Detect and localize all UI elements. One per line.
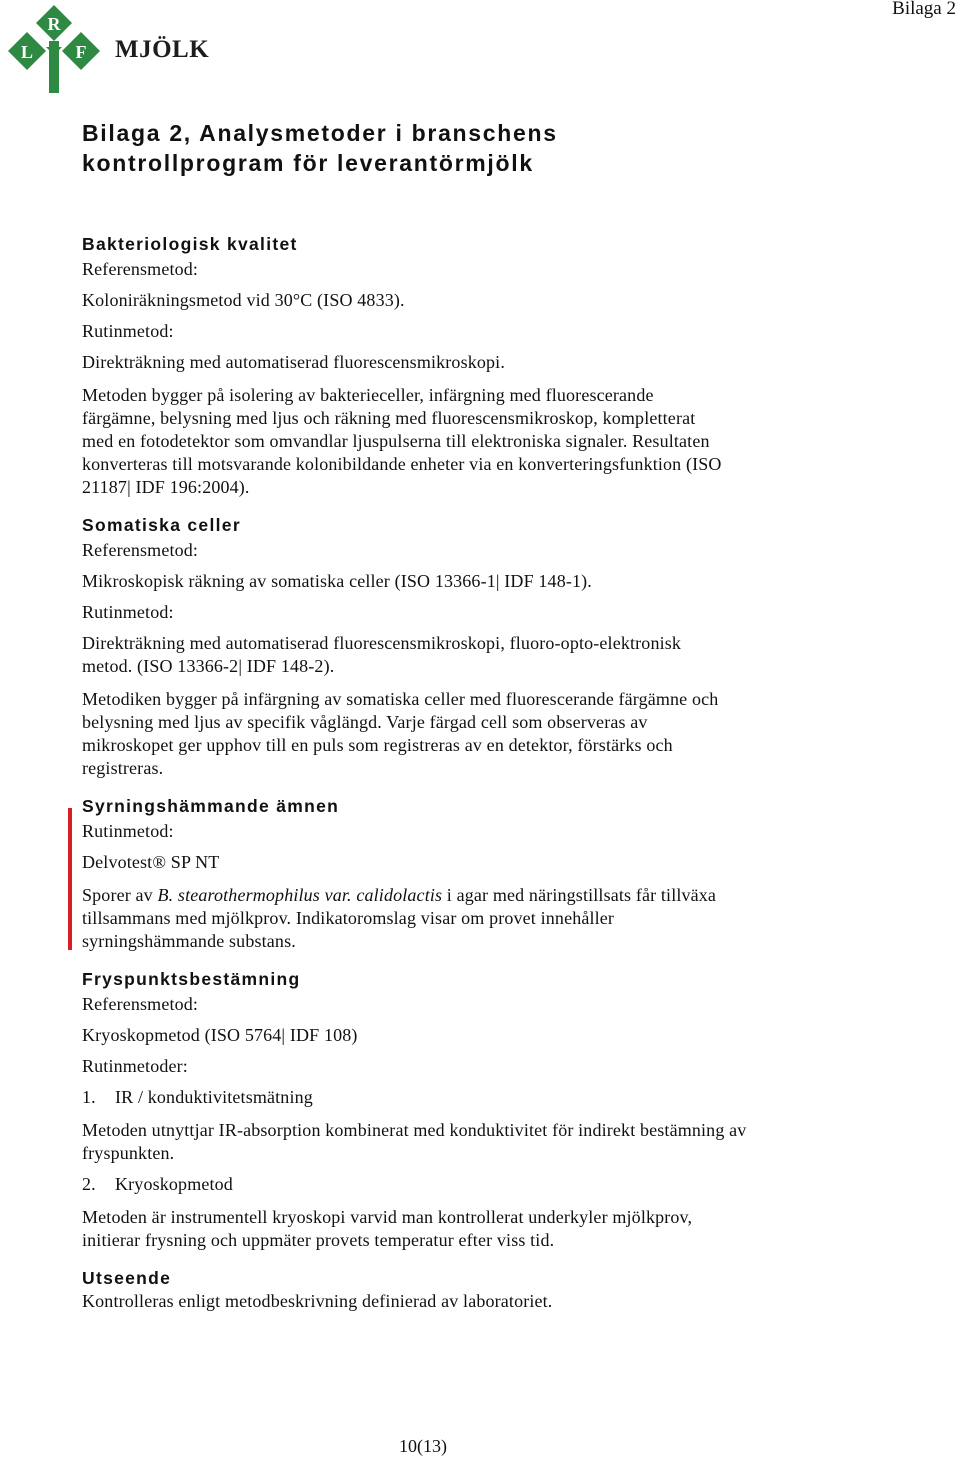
rutinmetod-label: Rutinmetod: [82, 821, 174, 841]
species-name: B. stearothermophilus var. calidolactis [157, 885, 443, 905]
rutinmetod-value: Direkträkning med automatiserad fluorescensmikroskopi, fluoro-opto-elektronisk metod. (ISO 13366-2| IDF 148-2). [82, 633, 682, 676]
rutinmetod-value: Direkträkning med automatiserad fluorescensmikroskopi. [82, 352, 505, 372]
list-number: 2. [82, 1174, 96, 1194]
logo-wordmark: MJÖLK [115, 36, 210, 63]
list-number: 1. [82, 1087, 96, 1107]
rutinmetoder-label: Rutinmetoder: [82, 1056, 188, 1076]
referensmetod-value: Mikroskopisk räkning av somatiska celler (ISO 13366-1| IDF 148-1). [82, 571, 592, 591]
section-fryspunkt [82, 967, 782, 1252]
rutinmetod-label: Rutinmetod: [82, 602, 174, 622]
section-heading: Somatiska celler [82, 515, 241, 535]
section-somatiska [82, 513, 782, 780]
document-body [82, 118, 782, 1313]
page-header [0, 0, 960, 100]
section-syrningshammande [82, 794, 782, 953]
title-line-2: kontrollprogram för leverantörmjölk [82, 150, 534, 176]
referensmetod-label: Referensmetod: [82, 994, 199, 1014]
referensmetod-label: Referensmetod: [82, 540, 199, 560]
list-item-text: IR / konduktivitetsmätning [115, 1087, 313, 1107]
logo-letter-f: F [75, 42, 87, 62]
list-item-label [82, 1173, 782, 1196]
method-description [82, 884, 742, 953]
section-heading: Utseende [82, 1268, 172, 1288]
rutinmetod-value: Delvotest® SP NT [82, 852, 220, 872]
section-heading: Syrningshämmande ämnen [82, 796, 340, 816]
lrf-logo-icon [2, 3, 106, 95]
revision-change-bar [68, 808, 72, 950]
section-heading: Fryspunktsbestämning [82, 969, 301, 989]
logo-letter-r: R [47, 14, 61, 34]
method-description: Metodiken bygger på infärgning av somatiska celler med fluorescerande färgämne och belysning med ljus av specifik våglängd. Varje färgad cell som observeras av mikroskopet ger upphov till en puls som registreras av en detektor, förstärks och registreras. [82, 689, 719, 778]
section-utseende [82, 1266, 782, 1313]
title-line-1: Bilaga 2, Analysmetoder i branschens [82, 120, 558, 146]
list-item-description: Metoden utnyttjar IR-absorption kombinerat med konduktivitet för indirekt bestämning av fryspunkten. [82, 1120, 747, 1163]
document-title [82, 118, 782, 178]
section-heading: Bakteriologisk kvalitet [82, 234, 298, 254]
section-bakteriologisk [82, 232, 782, 499]
list-item-description: Metoden är instrumentell kryoskopi varvid man kontrollerat underkyler mjölkprov, initierar frysning och uppmäter provets temperatur efter viss tid. [82, 1207, 693, 1250]
rutinmetod-label: Rutinmetod: [82, 321, 174, 341]
description-text: i agar med näringstillsats får tillväxa tillsammans med mjölkprov. Indikatoromslag visar om provet innehåller syrningshämmande substans. [82, 885, 717, 951]
logo-letter-l: L [20, 42, 34, 62]
description-text: Sporer av [82, 885, 158, 905]
list-item-text: Kryoskopmetod [115, 1174, 233, 1194]
method-description: Metoden bygger på isolering av bakterieceller, infärgning med fluorescerande färgämne, belysning med ljus och räkning med fluorescensmikroskop, kompletterat med en fotodetektor som omvandlar ljuspulserna till elektroniska signaler. Resultaten konverteras till motsvarande kolonibildande enheter via en konverteringsfunktion (ISO 21187| IDF 196:2004). [82, 385, 722, 497]
list-item-label [82, 1086, 782, 1109]
page-number: 10(13) [399, 1436, 447, 1456]
referensmetod-label: Referensmetod: [82, 259, 199, 279]
method-description: Kontrolleras enligt metodbeskrivning definierad av laboratoriet. [82, 1291, 553, 1311]
referensmetod-value: Koloniräkningsmetod vid 30°C (ISO 4833). [82, 290, 405, 310]
page-tag: Bilaga 2 [892, 0, 956, 19]
referensmetod-value: Kryoskopmetod (ISO 5764| IDF 108) [82, 1025, 358, 1045]
